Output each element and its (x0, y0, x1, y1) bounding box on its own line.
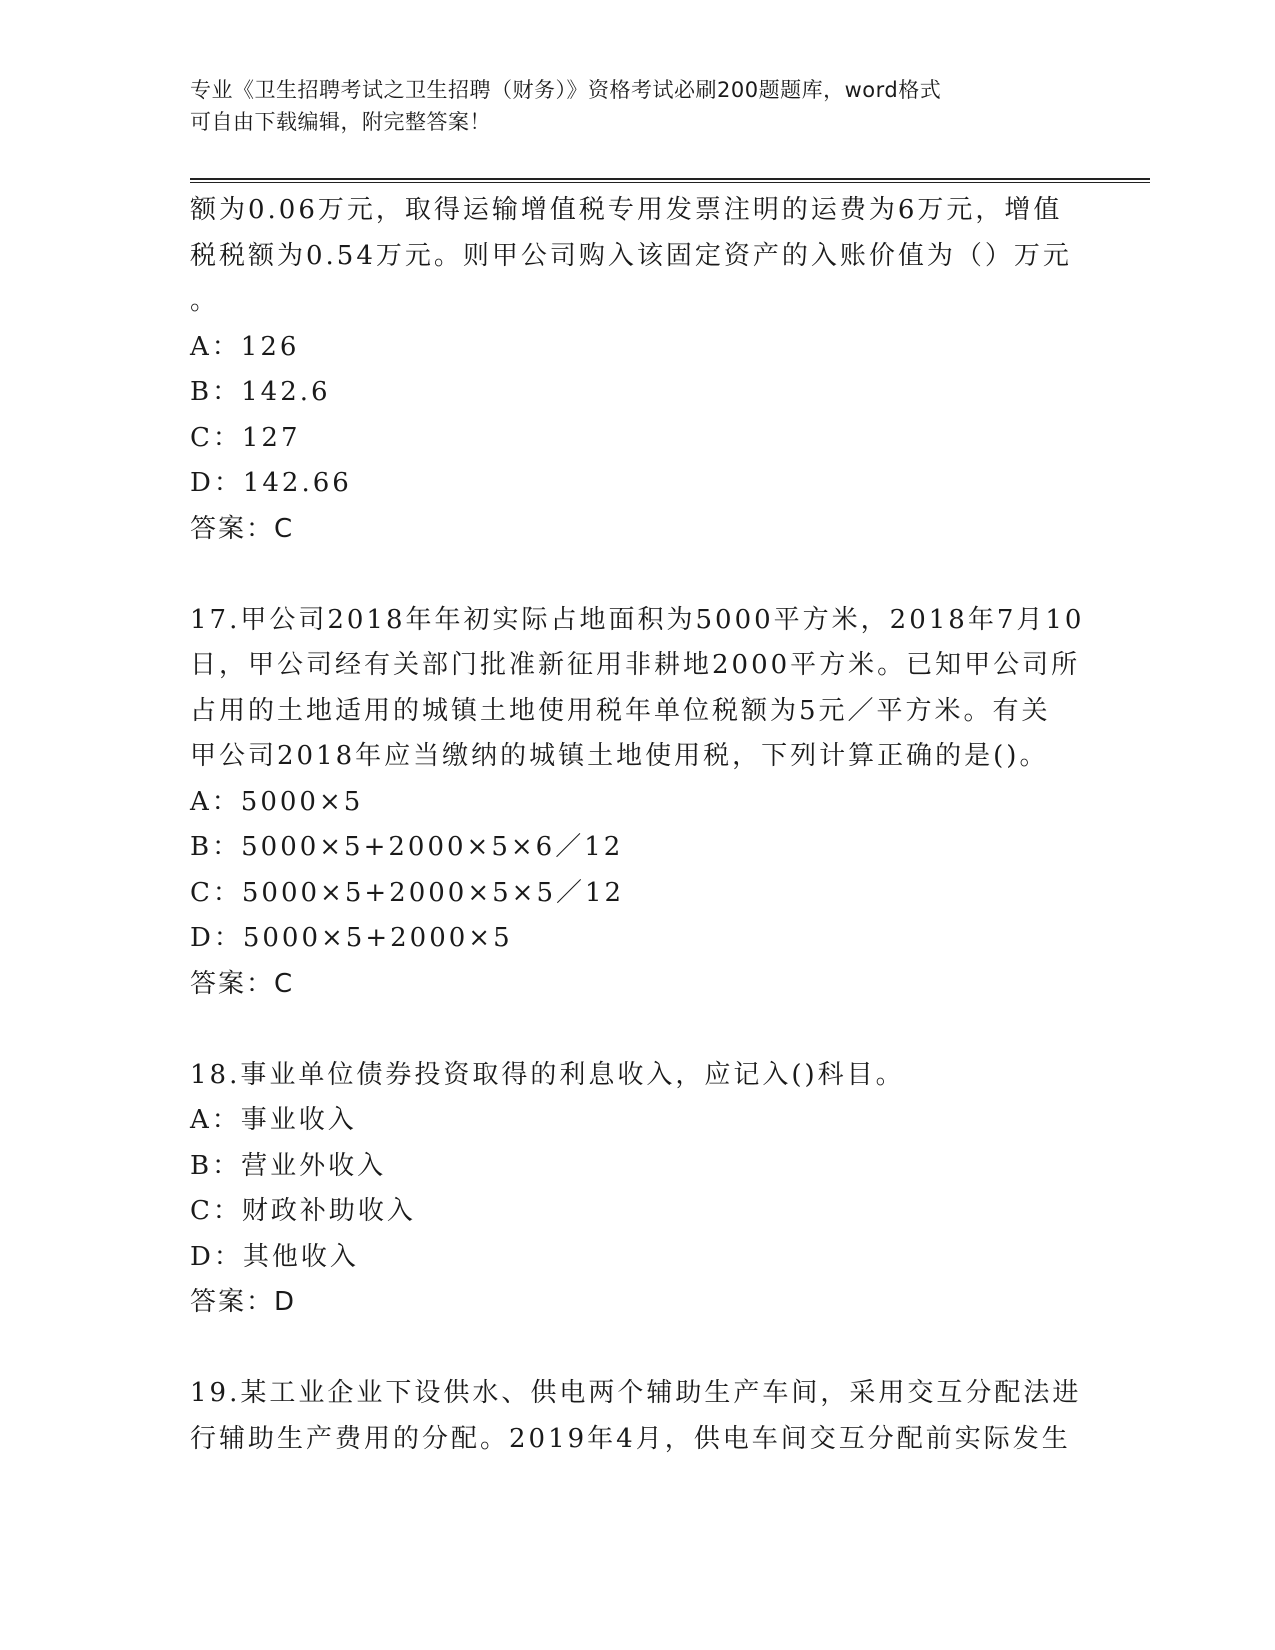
question-17 (190, 598, 1090, 1008)
document-header (190, 74, 1090, 138)
answer-label: 答案：C (190, 968, 295, 999)
option-b: B：142.6 (190, 377, 331, 407)
option-d: D：5000×5+2000×5 (190, 923, 513, 953)
header-line-1: 专业《卫生招聘考试之卫生招聘（财务）》资格考试必刷200题题库，word格式 (190, 78, 942, 102)
question-19 (190, 1371, 1090, 1462)
question-text-line: 行辅助生产费用的分配。2019年4月，供电车间交互分配前实际发生 (190, 1423, 1071, 1454)
question-text-line: 日，甲公司经有关部门批准新征用非耕地2000平方米。已知甲公司所 (190, 650, 1081, 680)
document-body (190, 188, 1090, 1462)
option-c: C：5000×5+2000×5×5／12 (190, 877, 625, 908)
question-text-line: 甲公司2018年应当缴纳的城镇土地使用税，下列计算正确的是()。 (190, 741, 1049, 771)
question-text-line: 税税额为0.54万元。则甲公司购入该固定资产的入账价值为（）万元 (190, 240, 1072, 271)
question-16 (190, 188, 1090, 552)
answer-label: 答案：D (190, 1287, 297, 1317)
header-divider (190, 178, 1150, 183)
spacer (190, 1326, 1090, 1372)
spacer (190, 552, 1090, 598)
option-b: B：5000×5+2000×5×6／12 (190, 832, 624, 862)
option-d: D：其他收入 (190, 1241, 359, 1272)
option-a: A：126 (190, 331, 300, 362)
header-line-2: 可自由下载编辑，附完整答案！ (190, 110, 491, 134)
question-text-line: 额为0.06万元，取得运输增值税专用发票注明的运费为6万元，增值 (190, 195, 1063, 225)
question-text-line: 占用的土地适用的城镇土地使用税年单位税额为5元／平方米。有关 (190, 695, 1051, 726)
option-a: A：5000×5 (190, 786, 364, 817)
answer-label: 答案：C (190, 513, 295, 544)
spacer (190, 1007, 1090, 1053)
option-b: B：营业外收入 (190, 1150, 387, 1181)
option-c: C：127 (190, 422, 301, 453)
question-text-line: 17.甲公司2018年年初实际占地面积为5000平方米，2018年7月10 (190, 604, 1085, 635)
question-text-line: 。 (190, 286, 220, 316)
question-text-line: 18.事业单位债券投资取得的利息收入，应记入()科目。 (190, 1059, 905, 1090)
option-a: A：事业收入 (190, 1105, 357, 1135)
question-18 (190, 1053, 1090, 1326)
option-c: C：财政补助收入 (190, 1196, 416, 1226)
question-text-line: 19.某工业企业下设供水、供电两个辅助生产车间，采用交互分配法进 (190, 1378, 1082, 1408)
option-d: D：142.66 (190, 468, 352, 498)
